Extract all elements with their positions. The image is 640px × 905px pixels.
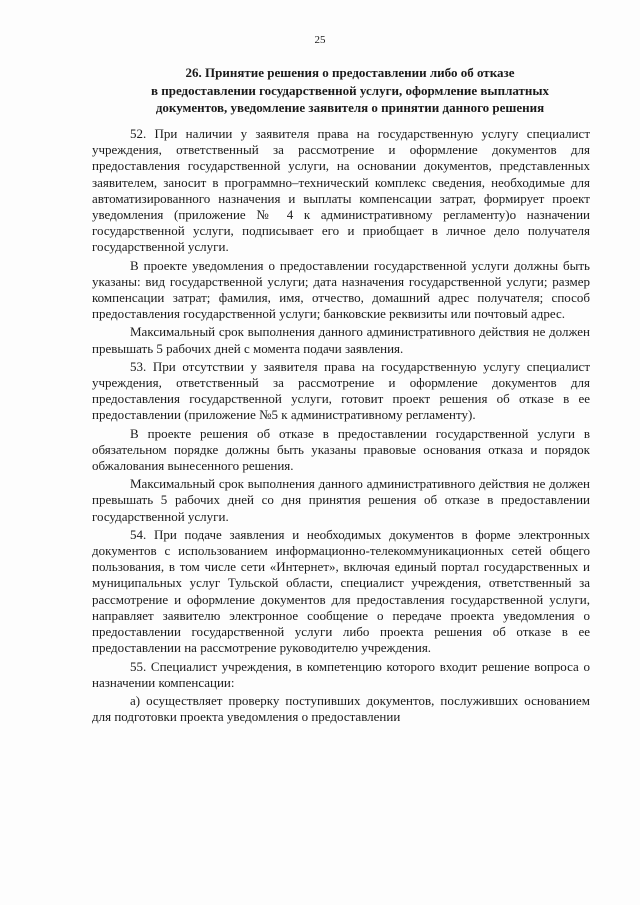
paragraph-53: 53. При отсутствии у заявителя права на государственную услугу специалист учреждения, ответственный за рассмотрение и оформление документов для предоставления государственной услуги, готовит проект решения об отказе в ее предоставлении (приложение №5 к административному регламенту). [92, 358, 590, 423]
paragraph-54: 54. При подаче заявления и необходимых документов в форме электронных документов с использованием информационно-телекоммуникационных сетей общего пользования, в том числе сети «Интернет», включая единый портал государственных и муниципальных услуг Тульской области, специалист учреждения, ответственный за рассмотрение и оформление документов для предоставления государственной услуги, направляет заявителю электронное сообщение о передаче проекта уведомления о предоставлении государственной услуги либо проекта решения об отказе в ее предоставлении на рассмотрение руководителю учреждения. [92, 526, 590, 656]
page-number: 25 [314, 34, 326, 46]
paragraph-notice-contents: В проекте уведомления о предоставлении государственной услуги должны быть указаны: вид государственной услуги; дата назначения государственной услуги; размер компенсации затрат; фамилия, имя, отчество, домашний адрес получателя; способ предоставления государственной услуги; банковские реквизиты или почтовый адрес. [92, 257, 590, 322]
paragraph-notice-deadline: Максимальный срок выполнения данного административного действия не должен превышать 5 рабочих дней с момента подачи заявления. [92, 324, 590, 356]
paragraph-52: 52. При наличии у заявителя права на государственную услугу специалист учреждения, ответственный за рассмотрение и оформление документов для предоставления государственной услуги, на основании документов, представленных заявителем, заносит в программно–технический комплекс сведения, необходимые для автоматизированного назначения и выплаты компенсации затрат, формирует проект уведомления (приложение № 4 к административному регламенту)о назначении государственной услуги, подписывает его и приобщает в личное дело получателя государственной услуги. [92, 126, 590, 255]
heading-line-1: 26. Принятие решения о предоставлении либо об отказе [185, 65, 515, 80]
paragraph-refusal-deadline: Максимальный срок выполнения данного административного действия не должен превышать 5 рабочих дней со дня принятия решения об отказе в предоставлении государственной услуги. [92, 476, 590, 524]
heading-line-3: документов, уведомление заявителя о принятии данного решения [155, 100, 545, 115]
paragraph-55: 55. Специалист учреждения, в компетенцию которого входит решение вопроса о назначении компенсации: [92, 658, 590, 690]
heading-line-2: в предоставлении государственной услуги, оформление выплатных [150, 82, 550, 98]
paragraph-55-a: а) осуществляет проверку поступивших документов, послуживших основанием для подготовки проекта уведомления о предоставлении [92, 692, 590, 725]
document-body [92, 126, 590, 727]
section-heading [110, 64, 590, 117]
paragraph-refusal-contents: В проекте решения об отказе в предоставлении государственной услуги в обязательном порядке должны быть указаны правовые основания отказа и порядок обжалования вынесенного решения. [92, 425, 590, 474]
